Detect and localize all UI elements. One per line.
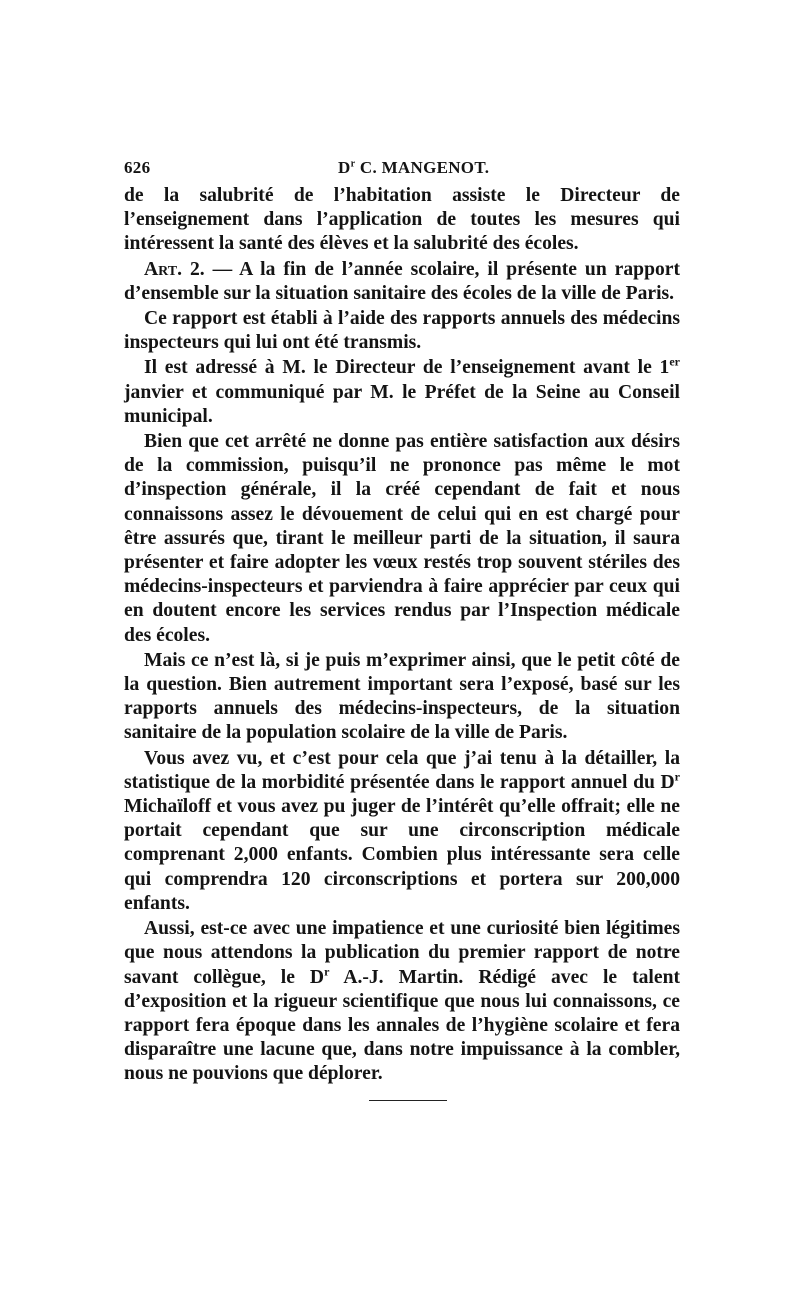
paragraph: Mais ce n’est là, si je puis m’exprimer ainsi, que le petit côté de la question. Bien autrement important sera l’exposé, basé sur les rapports annuels des médecins-inspecteurs, de la situation sanitaire de la population scolaire de la ville de Paris. [124, 649, 680, 744]
title-superscript: r [674, 769, 680, 784]
running-title [338, 158, 489, 178]
end-rule-divider [369, 1100, 447, 1101]
paragraph-text: A.-J. Martin. Rédigé avec le talent d’exposition et la rigueur scientifique que nous lui connaissons, ce rapport fera époque dans les annales de l’hygiène scolaire et fera disparaître une lacune que, dans notre impuissance à la combler, nous ne pouvions que déplorer. [124, 966, 680, 1085]
paragraph-text: Vous avez vu, et c’est pour cela que j’ai tenu à la détailler, la statistique de la morbidité présentée dans le rapport annuel du D [124, 747, 680, 793]
paragraph-text: Il est adressé à M. le Directeur de l’enseignement avant le 1 [144, 357, 670, 379]
page-number: 626 [124, 158, 151, 177]
paragraph-text: janvier et communiqué par M. le Préfet de la Seine au Conseil municipal. [124, 381, 680, 427]
paragraph-text: Michaïloff et vous avez pu juger de l’intérêt qu’elle offrait; elle ne portait cependant que sur une circonscription médicale comprenant 2,000 enfants. Combien plus intéressante sera celle qui comprendra 120 circonscriptions et portera sur 200,000 enfants. [124, 796, 680, 914]
article-label: Art. 2. [144, 258, 205, 280]
paragraph [124, 258, 680, 306]
paragraph-text: Aussi, est-ce avec une impatience et une curiosité bien légitimes que nous attendons la publication du premier rapport de notre savant collègue, le D [124, 918, 680, 988]
ordinal-superscript: er [669, 354, 680, 369]
paragraph-text: — A la fin de l’année scolaire, il présente un rapport d’ensemble sur la situation sanitaire des écoles de la ville de Paris. [124, 258, 680, 304]
author-prefix: D [338, 158, 351, 177]
paragraph: Ce rapport est établi à l’aide des rapports annuels des médecins inspecteurs qui lui ont été transmis. [124, 308, 680, 354]
title-superscript: r [324, 963, 330, 978]
paragraph [124, 356, 680, 429]
running-header [124, 152, 680, 184]
author-prefix-superscript: r [350, 158, 356, 170]
body-text [124, 184, 680, 1087]
paragraph [124, 747, 680, 916]
book-page [124, 152, 680, 1087]
author-name: C. MANGENOT. [359, 158, 490, 177]
paragraph [124, 917, 680, 1086]
paragraph: de la salubrité de l’habitation assiste le Directeur de l’enseignement dans l’application de toutes les mesures qui intéressent la santé des élèves et la salubrité des écoles. [124, 185, 680, 255]
paragraph: Bien que cet arrêté ne donne pas entière satisfaction aux désirs de la commission, puisqu’il ne prononce pas même le mot d’inspection générale, il la créé cependant de fait et nous connaissons assez le dévouement de celui qui en est chargé pour être assurés que, tirant le meilleur parti de la situation, il saura présenter et faire adopter les vœux restés trop souvent stériles des médecins-inspecteurs et parviendra à faire apprécier par ceux qui en doutent encore les services rendus par l’Inspection médicale des écoles. [124, 431, 680, 646]
